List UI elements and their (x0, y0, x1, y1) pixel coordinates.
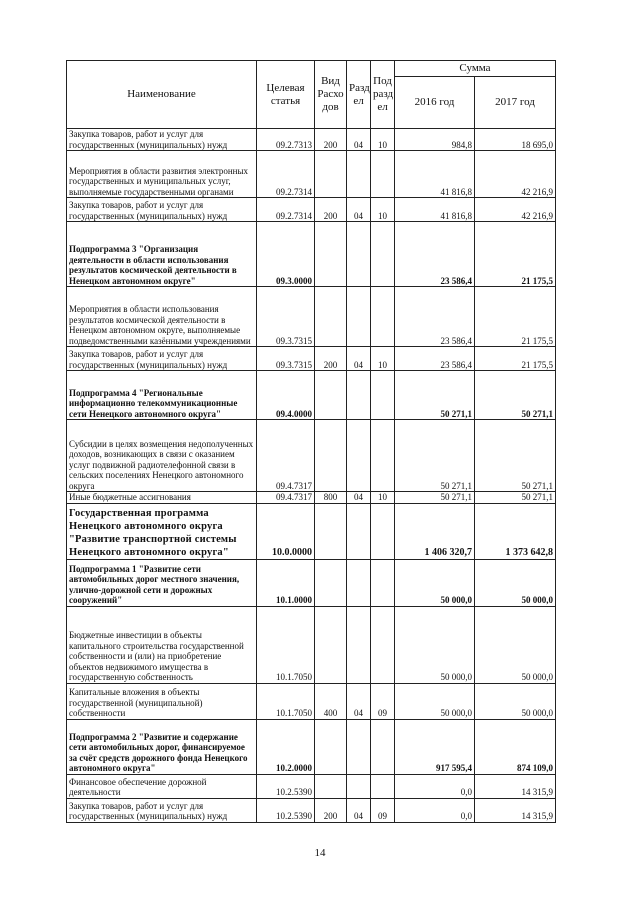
row-name: Закупка товаров, работ и услуг для государственных (муниципальных) нужд (67, 798, 257, 822)
table-row (67, 287, 556, 347)
row-sum-2017: 50 271,1 (475, 492, 556, 504)
row-name: Закупка товаров, работ и услуг для государственных (муниципальных) нужд (67, 129, 257, 151)
row-section: 04 (347, 347, 371, 371)
row-expense-type (315, 606, 347, 683)
row-sum-2016: 41 816,8 (395, 198, 475, 222)
row-sum-2017: 42 216,9 (475, 151, 556, 198)
row-subsection (371, 503, 395, 559)
row-section: 04 (347, 492, 371, 504)
row-expense-type (315, 503, 347, 559)
row-section (347, 606, 371, 683)
row-section: 04 (347, 129, 371, 151)
row-expense-type (315, 719, 347, 774)
row-sum-2017: 21 175,5 (475, 287, 556, 347)
row-section (347, 559, 371, 606)
row-expense-type (315, 559, 347, 606)
header-year-2017: 2017 год (475, 77, 556, 129)
row-sum-2017: 14 315,9 (475, 798, 556, 822)
table-row (67, 774, 556, 798)
row-expense-type (315, 151, 347, 198)
row-sum-2016: 41 816,8 (395, 151, 475, 198)
row-sum-2016: 50 271,1 (395, 420, 475, 492)
header-name: Наименование (67, 61, 257, 129)
row-sum-2016: 23 586,4 (395, 347, 475, 371)
row-target-article: 10.2.5390 (257, 798, 315, 822)
row-subsection: 10 (371, 129, 395, 151)
row-expense-type (315, 420, 347, 492)
row-name: Подпрограмма 2 "Развитие и содержание сети автомобильных дорог, финансируемое за счёт средств дорожного фонда Ненецкого автономного округа" (67, 719, 257, 774)
row-section (347, 774, 371, 798)
row-expense-type (315, 287, 347, 347)
row-target-article: 09.2.7314 (257, 151, 315, 198)
row-name: Капитальные вложения в объекты государственной (муниципальной) собственности (67, 683, 257, 719)
row-target-article: 09.3.0000 (257, 222, 315, 287)
row-sum-2016: 0,0 (395, 774, 475, 798)
row-target-article: 09.4.0000 (257, 371, 315, 420)
row-expense-type: 200 (315, 129, 347, 151)
table-row (67, 420, 556, 492)
row-expense-type (315, 371, 347, 420)
table-row (67, 151, 556, 198)
row-name: Подпрограмма 4 "Региональные информационно телекоммуникационные сети Ненецкого автономного округа" (67, 371, 257, 420)
row-section (347, 503, 371, 559)
table-row (67, 198, 556, 222)
row-name: Подпрограмма 3 "Организация деятельности в области использования результатов космической деятельности в Ненецком автономном округе" (67, 222, 257, 287)
row-subsection (371, 774, 395, 798)
row-name: Финансовое обеспечение дорожной деятельности (67, 774, 257, 798)
row-target-article: 10.1.7050 (257, 683, 315, 719)
row-section (347, 222, 371, 287)
table-row (67, 719, 556, 774)
table-row (67, 371, 556, 420)
row-sum-2017: 42 216,9 (475, 198, 556, 222)
row-subsection (371, 606, 395, 683)
row-target-article: 10.0.0000 (257, 503, 315, 559)
row-section (347, 287, 371, 347)
row-target-article: 09.2.7314 (257, 198, 315, 222)
row-target-article: 09.2.7313 (257, 129, 315, 151)
row-sum-2017: 21 175,5 (475, 222, 556, 287)
row-target-article: 10.1.7050 (257, 606, 315, 683)
row-name: Государственная программа Ненецкого автономного округа "Развитие транспортной системы Ненецкого автономного округа" (67, 503, 257, 559)
row-sum-2016: 50 271,1 (395, 371, 475, 420)
row-expense-type: 800 (315, 492, 347, 504)
row-sum-2017: 18 695,0 (475, 129, 556, 151)
row-subsection: 10 (371, 347, 395, 371)
row-target-article: 09.4.7317 (257, 492, 315, 504)
row-sum-2017: 50 000,0 (475, 606, 556, 683)
table-row (67, 347, 556, 371)
row-section (347, 371, 371, 420)
row-expense-type (315, 774, 347, 798)
row-name: Закупка товаров, работ и услуг для государственных (муниципальных) нужд (67, 198, 257, 222)
row-name: Закупка товаров, работ и услуг для государственных (муниципальных) нужд (67, 347, 257, 371)
row-sum-2017: 874 109,0 (475, 719, 556, 774)
row-sum-2016: 0,0 (395, 798, 475, 822)
row-section (347, 420, 371, 492)
row-subsection: 09 (371, 683, 395, 719)
row-expense-type (315, 222, 347, 287)
row-section: 04 (347, 798, 371, 822)
row-sum-2017: 50 000,0 (475, 683, 556, 719)
row-expense-type: 200 (315, 198, 347, 222)
row-sum-2016: 23 586,4 (395, 287, 475, 347)
row-expense-type: 200 (315, 798, 347, 822)
row-name: Бюджетные инвестиции в объекты капитального строительства государственной собственности и (или) на приобретение объектов недвижимого имущества в государственную собственность (67, 606, 257, 683)
page-number: 14 (314, 847, 326, 859)
header-target-article: Целевая статья (257, 61, 315, 129)
row-name: Субсидии в целях возмещения недополученных доходов, возникающих в связи с оказанием услуг подвижной радиотелефонной связи в сельских поселениях Ненецкого автономного округа (67, 420, 257, 492)
table-row (67, 222, 556, 287)
row-sum-2017: 50 000,0 (475, 559, 556, 606)
row-name: Мероприятия в области использования результатов космической деятельности в Ненецком автономном округе, выполняемые подведомственными казёнными учреждениями (67, 287, 257, 347)
row-target-article: 10.1.0000 (257, 559, 315, 606)
row-expense-type: 400 (315, 683, 347, 719)
row-subsection (371, 287, 395, 347)
row-subsection (371, 151, 395, 198)
row-subsection: 09 (371, 798, 395, 822)
row-sum-2016: 1 406 320,7 (395, 503, 475, 559)
budget-table (66, 60, 556, 823)
header-subsection: Под разд ел (371, 61, 395, 129)
row-section (347, 151, 371, 198)
row-sum-2016: 23 586,4 (395, 222, 475, 287)
row-subsection: 10 (371, 198, 395, 222)
table-row (67, 683, 556, 719)
row-subsection (371, 222, 395, 287)
row-name: Иные бюджетные ассигнования (67, 492, 257, 504)
row-target-article: 09.4.7317 (257, 420, 315, 492)
row-sum-2016: 984,8 (395, 129, 475, 151)
row-subsection (371, 559, 395, 606)
row-name: Мероприятия в области развития электронных государственных и муниципальных услуг, выполняемые государственными органами (67, 151, 257, 198)
row-sum-2016: 917 595,4 (395, 719, 475, 774)
row-sum-2016: 50 000,0 (395, 683, 475, 719)
table-row (67, 798, 556, 822)
row-subsection (371, 719, 395, 774)
row-subsection (371, 420, 395, 492)
row-sum-2017: 1 373 642,8 (475, 503, 556, 559)
table-row (67, 492, 556, 504)
row-subsection: 10 (371, 492, 395, 504)
row-sum-2016: 50 000,0 (395, 606, 475, 683)
row-sum-2017: 14 315,9 (475, 774, 556, 798)
table-body (67, 129, 556, 823)
header-expense-type: Вид Расхо дов (315, 61, 347, 129)
row-expense-type: 200 (315, 347, 347, 371)
row-sum-2017: 50 271,1 (475, 371, 556, 420)
row-sum-2017: 21 175,5 (475, 347, 556, 371)
table-row (67, 606, 556, 683)
table-row (67, 503, 556, 559)
row-target-article: 09.3.7315 (257, 287, 315, 347)
header-sum: Сумма (395, 61, 556, 77)
row-sum-2016: 50 271,1 (395, 492, 475, 504)
row-sum-2016: 50 000,0 (395, 559, 475, 606)
table-row (67, 559, 556, 606)
row-section (347, 719, 371, 774)
row-sum-2017: 50 271,1 (475, 420, 556, 492)
row-target-article: 10.2.5390 (257, 774, 315, 798)
row-section: 04 (347, 683, 371, 719)
row-target-article: 09.3.7315 (257, 347, 315, 371)
header-section: Разд ел (347, 61, 371, 129)
row-subsection (371, 371, 395, 420)
row-section: 04 (347, 198, 371, 222)
row-name: Подпрограмма 1 "Развитие сети автомобильных дорог местного значения, улично-дорожной сети и дорожных сооружений" (67, 559, 257, 606)
row-target-article: 10.2.0000 (257, 719, 315, 774)
header-year-2016: 2016 год (395, 77, 475, 129)
table-row (67, 129, 556, 151)
